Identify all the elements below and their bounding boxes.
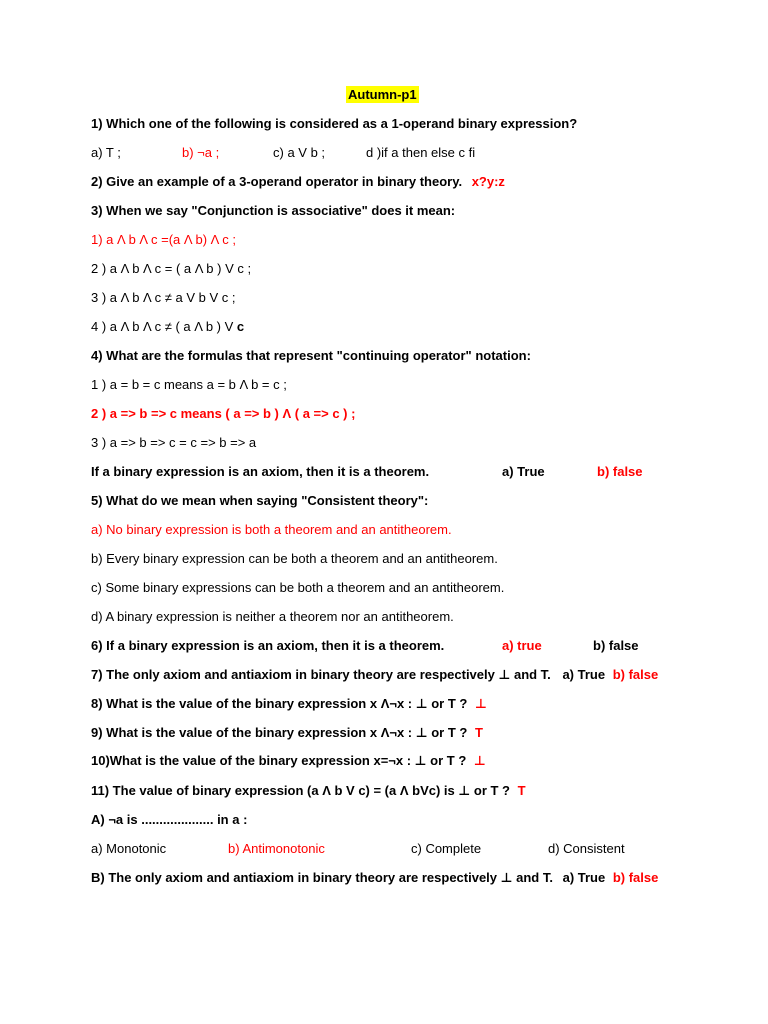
q8-answer: ⊥ xyxy=(474,696,487,711)
question-axiom: If a binary expression is an axiom, then it is a theorem. xyxy=(91,464,430,479)
question-7-row xyxy=(91,666,658,684)
q4-option-2: 2 ) a => b => c means ( a => b ) Λ ( a => c ) ; xyxy=(91,406,356,421)
question-10-row xyxy=(91,752,486,770)
question-5: 5) What do we mean when saying "Consistent theory": xyxy=(91,493,429,508)
qA-option-a: a) Monotonic xyxy=(91,841,167,856)
question-4: 4) What are the formulas that represent "continuing operator" notation: xyxy=(91,348,531,363)
qA-option-d: d) Consistent xyxy=(548,841,625,856)
q4-option-3: 3 ) a => b => c = c => b => a xyxy=(91,435,257,450)
question-B: B) The only axiom and antiaxiom in binary theory are respectively ⊥ and T. xyxy=(91,870,553,885)
q5-option-a: a) No binary expression is both a theorem and an antitheorem. xyxy=(91,522,452,537)
q7-option-b: b) false xyxy=(612,667,659,682)
question-2: 2) Give an example of a 3-operand operator in binary theory. xyxy=(91,174,463,189)
question-9: 9) What is the value of the binary expression x Λ¬x : ⊥ or T ? xyxy=(91,725,468,740)
q5-option-b: b) Every binary expression can be both a theorem and an antitheorem. xyxy=(91,551,498,566)
question-9-row xyxy=(91,724,483,742)
q3-option-4-text: 4 ) a Λ b Λ c ≠ ( a Λ b ) V xyxy=(91,319,237,334)
question-11: 11) The value of binary expression (a Λ b V c) = (a Λ bVc) is ⊥ or T ? xyxy=(91,783,510,798)
qA-option-c: c) Complete xyxy=(411,841,482,856)
q9-answer: T xyxy=(474,725,483,740)
qA-option-b: b) Antimonotonic xyxy=(228,841,325,856)
question-7: 7) The only axiom and antiaxiom in binary theory are respectively ⊥ and T. xyxy=(91,667,551,682)
q3-option-3: 3 ) a Λ b Λ c ≠ a V b V c ; xyxy=(91,290,236,305)
q1-option-a: a) T ; xyxy=(91,145,121,160)
q1-option-b: b) ¬a ; xyxy=(182,145,220,160)
question-2-row xyxy=(91,173,505,191)
page-title: Autumn-p1 xyxy=(348,87,417,102)
question-B-row xyxy=(91,869,658,887)
question-8-row xyxy=(91,695,487,713)
q3-option-4-bold: c xyxy=(236,319,245,334)
q3-option-1: 1) a Λ b Λ c =(a Λ b) Λ c ; xyxy=(91,232,236,247)
q-axiom-option-a: a) True xyxy=(502,464,545,479)
question-10: 10)What is the value of the binary expression x=¬x : ⊥ or T ? xyxy=(91,753,467,768)
q2-answer: x?y:z xyxy=(471,174,505,189)
qB-option-a: a) True xyxy=(562,870,606,885)
q6-option-b: b) false xyxy=(593,638,639,653)
q11-answer: T xyxy=(517,783,526,798)
question-A: A) ¬a is .................... in a : xyxy=(91,812,248,827)
question-11-row xyxy=(91,782,526,800)
q7-option-a: a) True xyxy=(562,667,606,682)
question-6: 6) If a binary expression is an axiom, then it is a theorem. xyxy=(91,638,445,653)
q5-option-c: c) Some binary expressions can be both a theorem and an antitheorem. xyxy=(91,580,505,595)
q4-option-1: 1 ) a = b = c means a = b Λ b = c ; xyxy=(91,377,287,392)
q1-option-c: c) a V b ; xyxy=(273,145,326,160)
question-3: 3) When we say "Conjunction is associative" does it mean: xyxy=(91,203,456,218)
question-1: 1) Which one of the following is considered as a 1-operand binary expression? xyxy=(91,116,578,131)
question-8: 8) What is the value of the binary expression x Λ¬x : ⊥ or T ? xyxy=(91,696,468,711)
qB-option-b: b) false xyxy=(612,870,659,885)
q1-option-d: d )if a then else c fi xyxy=(366,145,476,160)
q-axiom-option-b: b) false xyxy=(597,464,643,479)
q6-option-a: a) true xyxy=(502,638,542,653)
q10-answer: ⊥ xyxy=(473,753,486,768)
q3-option-2: 2 ) a Λ b Λ c = ( a Λ b ) V c ; xyxy=(91,261,252,276)
q3-option-4 xyxy=(91,318,244,336)
q5-option-d: d) A binary expression is neither a theorem nor an antitheorem. xyxy=(91,609,454,624)
